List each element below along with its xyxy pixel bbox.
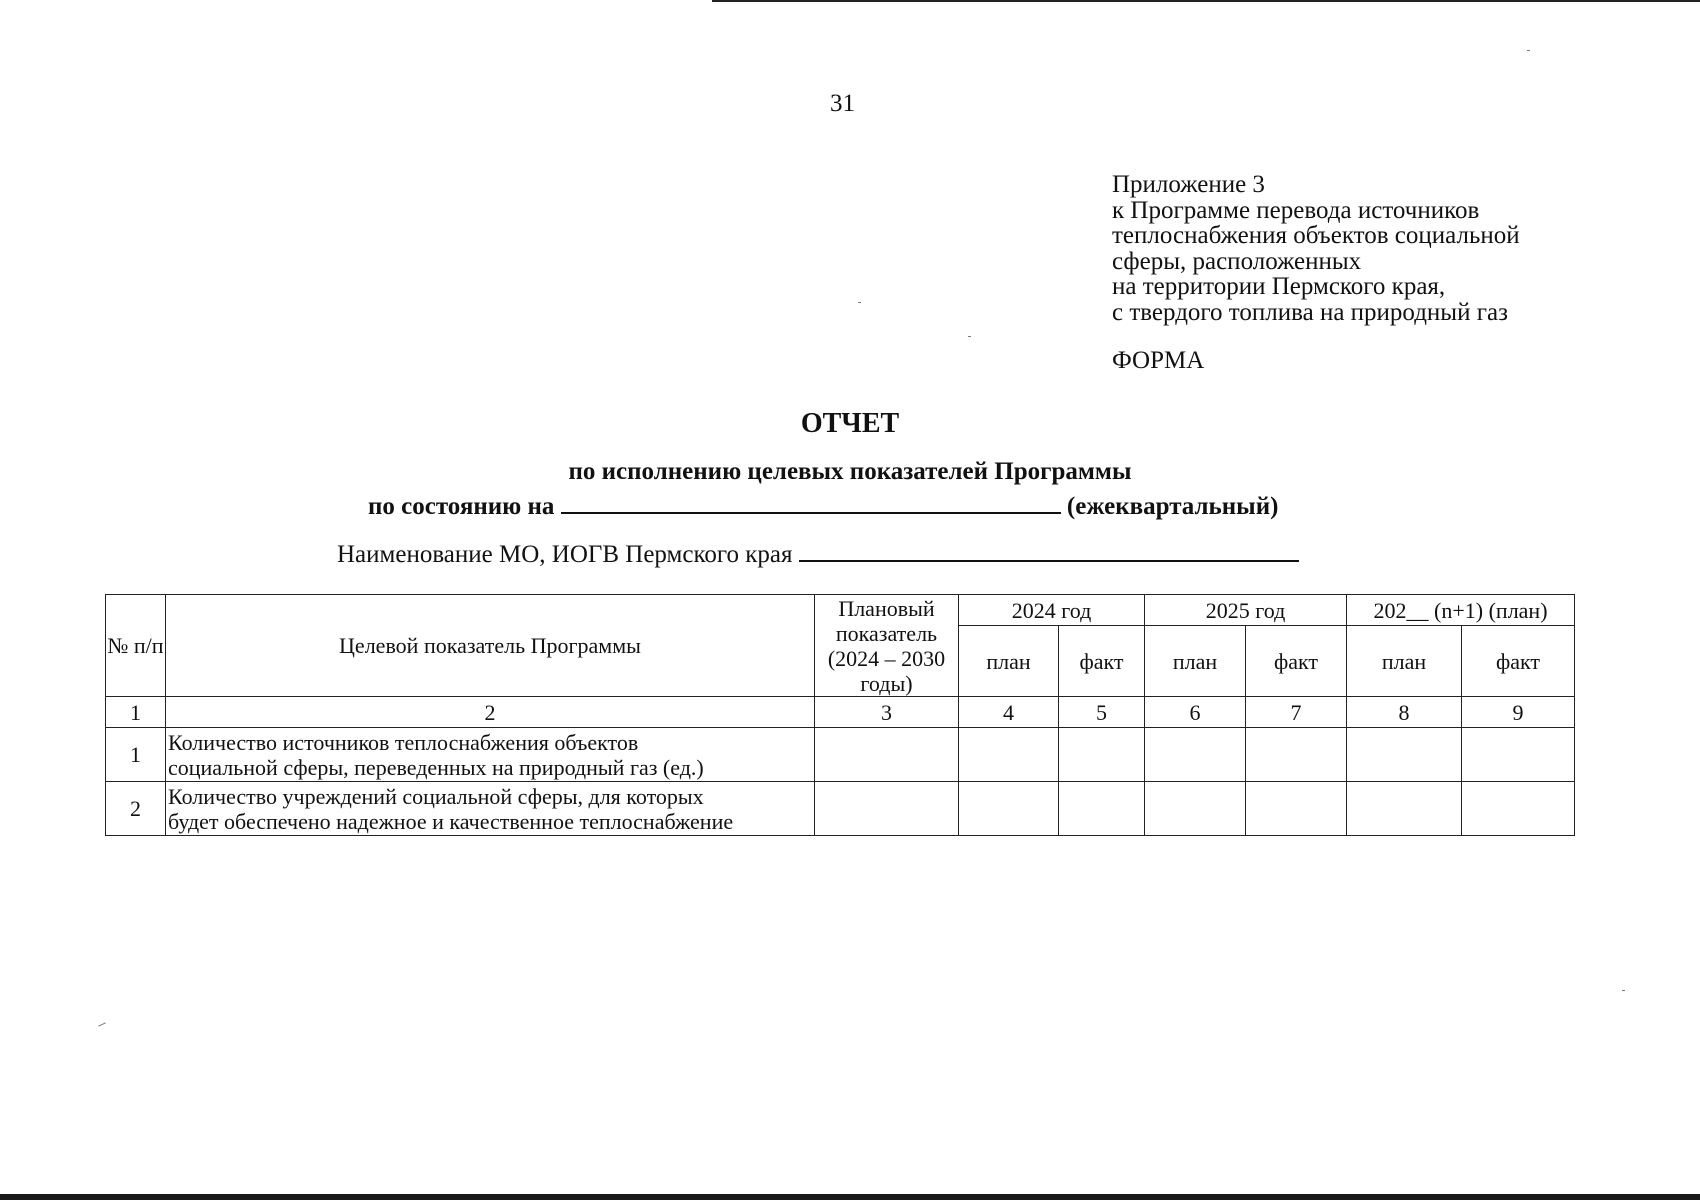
- planned-value-cell[interactable]: [815, 728, 959, 782]
- appendix-block: [1112, 172, 1520, 325]
- indicator-text-line: социальной сферы, переведенных на природный газ (ед.): [168, 754, 704, 780]
- column-number: 2: [166, 697, 815, 728]
- planned-value-cell[interactable]: [815, 782, 959, 836]
- scan-speck: [968, 336, 971, 337]
- organization-line: [337, 540, 1299, 569]
- value-cell[interactable]: [1462, 782, 1575, 836]
- header-year-n1: 202__ (n+1) (план): [1347, 595, 1575, 626]
- header-year-2024: 2024 год: [959, 595, 1145, 626]
- status-suffix: (ежеквартальный): [1066, 493, 1279, 520]
- appendix-line: Приложение 3: [1112, 171, 1265, 198]
- appendix-line: с твердого топлива на природный газ: [1112, 298, 1508, 326]
- organization-blank-field[interactable]: [799, 540, 1299, 562]
- status-date-line: [368, 492, 1278, 521]
- column-number: 4: [959, 697, 1059, 728]
- value-cell[interactable]: [1246, 728, 1347, 782]
- header-planned: Плановый показатель (2024 – 2030 годы): [815, 595, 959, 697]
- column-number: 1: [106, 697, 166, 728]
- appendix-line: теплоснабжения объектов социальной: [1112, 222, 1520, 249]
- value-cell[interactable]: [959, 782, 1059, 836]
- column-number: 3: [815, 697, 959, 728]
- appendix-line: к Программе перевода источников: [1112, 196, 1480, 224]
- column-number-row: [106, 697, 1575, 728]
- appendix-line: на территории Пермского края,: [1112, 273, 1446, 300]
- value-cell[interactable]: [1246, 782, 1347, 836]
- indicator-text-line: Количество источников теплоснабжения объектов: [168, 729, 639, 755]
- scan-speck: [1527, 50, 1530, 51]
- table-row: [106, 782, 1575, 836]
- column-number: 5: [1059, 697, 1145, 728]
- column-number: 8: [1347, 697, 1462, 728]
- report-title: ОТЧЕТ: [800, 408, 900, 439]
- column-number: 7: [1246, 697, 1347, 728]
- scan-speck: [1622, 990, 1625, 991]
- row-number: 2: [106, 782, 166, 836]
- scan-edge-bottom: [0, 1194, 1700, 1200]
- table-header-row: [106, 595, 1575, 626]
- indicators-table: [105, 594, 1575, 836]
- indicator-cell: [166, 728, 815, 782]
- value-cell[interactable]: [1347, 782, 1462, 836]
- header-plan: план: [1145, 626, 1246, 697]
- status-prefix: по состоянию на: [368, 493, 555, 520]
- appendix-line: сферы, расположенных: [1112, 247, 1362, 275]
- header-plan: план: [959, 626, 1059, 697]
- scan-speck: [858, 302, 861, 303]
- organization-label: Наименование МО, ИОГВ Пермского края: [337, 541, 793, 568]
- value-cell[interactable]: [1145, 782, 1246, 836]
- header-fact: факт: [1059, 626, 1145, 697]
- indicator-text-line: будет обеспечено надежное и качественное теплоснабжение: [168, 808, 734, 834]
- header-fact: факт: [1462, 626, 1575, 697]
- table-row: [106, 728, 1575, 782]
- header-fact: факт: [1246, 626, 1347, 697]
- indicator-text-line: Количество учреждений социальной сферы, для которых: [168, 783, 704, 809]
- value-cell[interactable]: [1059, 728, 1145, 782]
- scan-speck: [98, 1022, 106, 1026]
- value-cell[interactable]: [1145, 728, 1246, 782]
- date-blank-field[interactable]: [561, 492, 1061, 514]
- header-indicator: Целевой показатель Программы: [166, 595, 815, 697]
- scan-edge-top: [712, 0, 1700, 2]
- page-number: 31: [830, 90, 855, 117]
- row-number: 1: [106, 728, 166, 782]
- header-year-2025: 2025 год: [1145, 595, 1347, 626]
- header-plan: план: [1347, 626, 1462, 697]
- value-cell[interactable]: [959, 728, 1059, 782]
- column-number: 9: [1462, 697, 1575, 728]
- value-cell[interactable]: [1347, 728, 1462, 782]
- value-cell[interactable]: [1462, 728, 1575, 782]
- column-number: 6: [1145, 697, 1246, 728]
- report-subtitle: по исполнению целевых показателей Программы: [568, 458, 1132, 485]
- form-label: ФОРМА: [1112, 347, 1205, 374]
- value-cell[interactable]: [1059, 782, 1145, 836]
- indicator-cell: [166, 782, 815, 836]
- header-num: № п/п: [106, 595, 166, 697]
